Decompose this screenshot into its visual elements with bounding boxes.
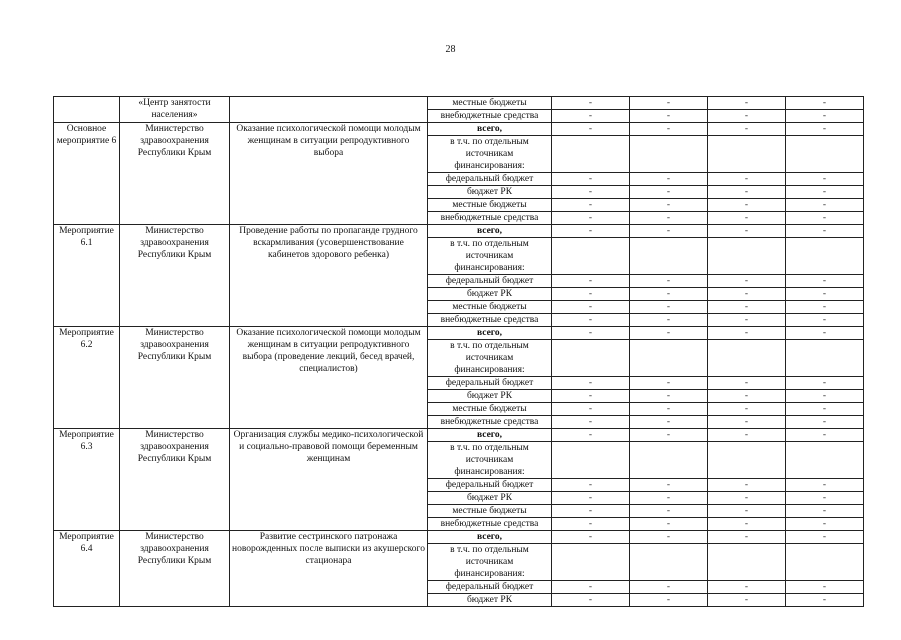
amount-cell: - [786,479,864,492]
amount-cell: - [552,505,630,518]
activity-label: Мероприятие 6.2 [54,327,120,429]
amount-cell: - [552,327,630,340]
amount-cell: - [708,594,786,607]
amount-cell [708,238,786,275]
amount-cell [786,136,864,173]
amount-cell: - [552,429,630,442]
activity-description: Оказание психологической помощи молодым женщинам в ситуации репродуктивного выбора (проведение лекций, бесед врачей, специалистов) [230,327,428,429]
funding-source: в т.ч. по отдельным источникам финансирования: [428,442,552,479]
amount-cell: - [552,531,630,544]
amount-cell: - [786,377,864,390]
amount-cell: - [708,110,786,123]
amount-cell: - [708,301,786,314]
activity-description [230,97,428,123]
amount-cell: - [786,403,864,416]
amount-cell: - [786,327,864,340]
amount-cell: - [552,288,630,301]
activity-label: Мероприятие 6.4 [54,531,120,607]
amount-cell: - [552,186,630,199]
funding-source: внебюджетные средства [428,518,552,531]
amount-cell: - [552,594,630,607]
amount-cell [786,340,864,377]
amount-cell: - [786,97,864,110]
amount-cell [552,238,630,275]
amount-cell [630,340,708,377]
amount-cell [708,442,786,479]
amount-cell [786,238,864,275]
amount-cell: - [708,492,786,505]
amount-cell: - [708,377,786,390]
activity-executor: Министерство здравоохранения Республики Крым [120,327,230,429]
amount-cell: - [552,199,630,212]
funding-source: всего, [428,531,552,544]
amount-cell: - [630,110,708,123]
activity-description: Организация службы медико-психологической и социально-правовой помощи беременным женщинам [230,429,428,531]
amount-cell: - [786,390,864,403]
amount-cell: - [552,110,630,123]
amount-cell: - [552,518,630,531]
amount-cell [786,442,864,479]
amount-cell: - [630,225,708,238]
activity-label: Мероприятие 6.3 [54,429,120,531]
amount-cell: - [708,123,786,136]
funding-source: бюджет РК [428,492,552,505]
amount-cell [552,136,630,173]
amount-cell: - [786,123,864,136]
activity-executor: Министерство здравоохранения Республики Крым [120,531,230,607]
amount-cell [552,544,630,581]
amount-cell: - [552,492,630,505]
amount-cell: - [630,581,708,594]
funding-source: федеральный бюджет [428,173,552,186]
activity-label: Мероприятие 6.1 [54,225,120,327]
amount-cell: - [630,518,708,531]
amount-cell: - [630,429,708,442]
amount-cell: - [708,390,786,403]
amount-cell: - [786,225,864,238]
funding-source: бюджет РК [428,390,552,403]
amount-cell: - [708,225,786,238]
amount-cell: - [708,288,786,301]
funding-source: всего, [428,327,552,340]
amount-cell: - [552,123,630,136]
amount-cell: - [630,275,708,288]
amount-cell: - [786,199,864,212]
amount-cell: - [786,492,864,505]
amount-cell: - [630,505,708,518]
amount-cell: - [552,173,630,186]
amount-cell: - [786,275,864,288]
funding-source: местные бюджеты [428,403,552,416]
amount-cell: - [552,479,630,492]
amount-cell: - [708,314,786,327]
amount-cell: - [786,314,864,327]
amount-cell: - [630,173,708,186]
amount-cell: - [630,199,708,212]
table-row [54,531,864,544]
activity-description: Проведение работы по пропаганде грудного вскармливания (усовершенствование кабинетов здорового ребенка) [230,225,428,327]
amount-cell: - [708,327,786,340]
amount-cell: - [630,479,708,492]
amount-cell: - [552,225,630,238]
amount-cell [708,136,786,173]
amount-cell: - [708,173,786,186]
amount-cell: - [786,301,864,314]
amount-cell: - [786,186,864,199]
amount-cell: - [630,97,708,110]
amount-cell: - [708,505,786,518]
activity-label: Основное мероприятие 6 [54,123,120,225]
amount-cell: - [708,97,786,110]
amount-cell: - [630,594,708,607]
amount-cell: - [708,275,786,288]
amount-cell [630,238,708,275]
funding-source: внебюджетные средства [428,110,552,123]
amount-cell: - [708,199,786,212]
funding-source: бюджет РК [428,288,552,301]
amount-cell: - [786,416,864,429]
activity-description: Развитие сестринского патронажа новорожденных после выписки из акушерского стационара [230,531,428,607]
amount-cell: - [630,301,708,314]
funding-source: в т.ч. по отдельным источникам финансирования: [428,340,552,377]
funding-source: местные бюджеты [428,505,552,518]
amount-cell: - [552,581,630,594]
amount-cell [630,544,708,581]
amount-cell [630,136,708,173]
amount-cell: - [630,288,708,301]
activity-executor: Министерство здравоохранения Республики Крым [120,123,230,225]
activity-executor: «Центр занятости населения» [120,97,230,123]
amount-cell: - [630,416,708,429]
budget-table [53,96,864,607]
amount-cell: - [708,518,786,531]
amount-cell: - [552,390,630,403]
amount-cell: - [552,314,630,327]
funding-source: федеральный бюджет [428,479,552,492]
amount-cell: - [552,403,630,416]
funding-source: местные бюджеты [428,301,552,314]
amount-cell [630,442,708,479]
amount-cell: - [786,288,864,301]
amount-cell [786,544,864,581]
activity-executor: Министерство здравоохранения Республики Крым [120,225,230,327]
amount-cell: - [630,186,708,199]
funding-source: бюджет РК [428,186,552,199]
page-number: 28 [445,44,456,55]
funding-source: местные бюджеты [428,97,552,110]
amount-cell: - [552,301,630,314]
funding-source: внебюджетные средства [428,314,552,327]
amount-cell: - [786,581,864,594]
funding-source: федеральный бюджет [428,275,552,288]
amount-cell: - [786,212,864,225]
funding-source: бюджет РК [428,594,552,607]
funding-source: всего, [428,225,552,238]
funding-source: в т.ч. по отдельным источникам финансирования: [428,544,552,581]
amount-cell [708,544,786,581]
amount-cell: - [630,327,708,340]
amount-cell: - [630,403,708,416]
activity-executor: Министерство здравоохранения Республики Крым [120,429,230,531]
amount-cell: - [708,479,786,492]
amount-cell: - [786,505,864,518]
amount-cell [708,340,786,377]
funding-source: всего, [428,429,552,442]
amount-cell: - [552,377,630,390]
amount-cell: - [630,531,708,544]
amount-cell: - [552,416,630,429]
amount-cell: - [786,518,864,531]
amount-cell [552,442,630,479]
amount-cell: - [708,531,786,544]
amount-cell: - [630,314,708,327]
amount-cell [552,340,630,377]
funding-source: местные бюджеты [428,199,552,212]
amount-cell: - [708,416,786,429]
amount-cell: - [708,403,786,416]
activity-label [54,97,120,123]
funding-source: федеральный бюджет [428,581,552,594]
amount-cell: - [708,581,786,594]
funding-source: внебюджетные средства [428,212,552,225]
table-row [54,123,864,136]
amount-cell: - [786,429,864,442]
table-row [54,97,864,110]
amount-cell: - [786,110,864,123]
funding-source: в т.ч. по отдельным источникам финансирования: [428,136,552,173]
funding-source: федеральный бюджет [428,377,552,390]
funding-source: внебюджетные средства [428,416,552,429]
amount-cell: - [552,212,630,225]
amount-cell: - [786,173,864,186]
table-row [54,327,864,340]
amount-cell: - [786,531,864,544]
amount-cell: - [708,212,786,225]
amount-cell: - [630,212,708,225]
amount-cell: - [708,429,786,442]
amount-cell: - [708,186,786,199]
amount-cell: - [630,377,708,390]
amount-cell: - [552,275,630,288]
amount-cell: - [630,390,708,403]
funding-source: в т.ч. по отдельным источникам финансирования: [428,238,552,275]
amount-cell: - [630,492,708,505]
amount-cell: - [786,594,864,607]
activity-description: Оказание психологической помощи молодым женщинам в ситуации репродуктивного выбора [230,123,428,225]
funding-source: всего, [428,123,552,136]
table-row [54,429,864,442]
amount-cell: - [552,97,630,110]
table-row [54,225,864,238]
amount-cell: - [630,123,708,136]
